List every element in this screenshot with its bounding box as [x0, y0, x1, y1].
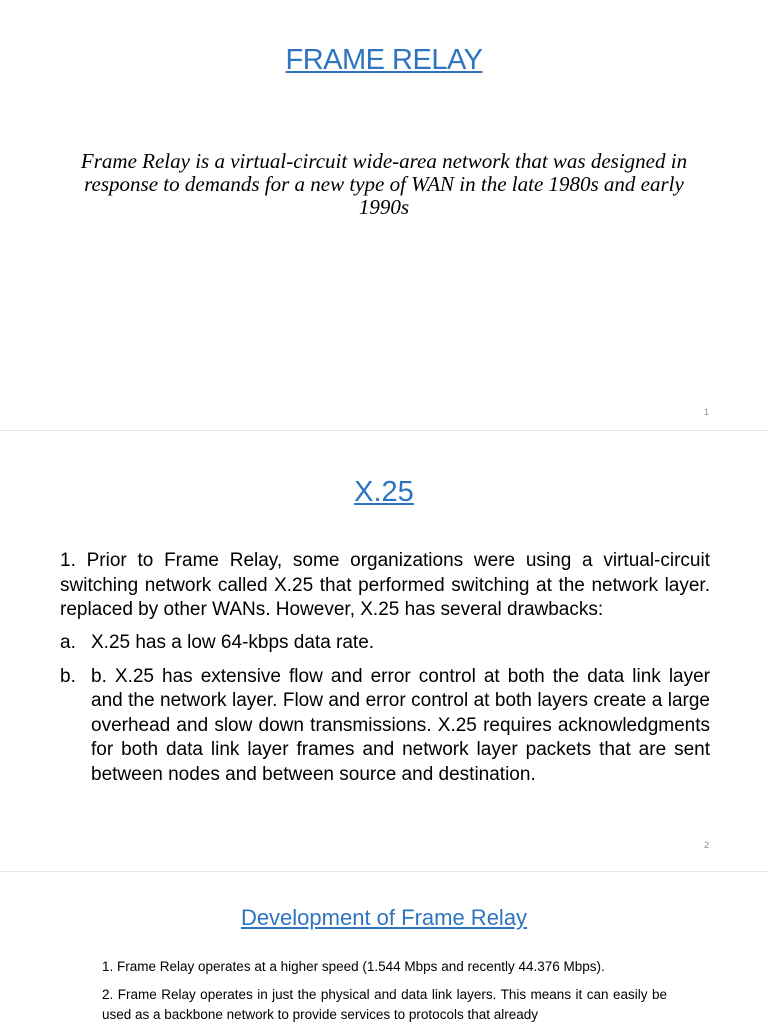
list-item [60, 665, 710, 788]
slide-2-paragraph: 1. Prior to Frame Relay, some organizations were using a virtual-circuit switching network called X.25 that performed switching at the network layer. replaced by other WANs. However, X.25 has several drawbacks: [60, 550, 710, 620]
list-item-text: X.25 has a low 64-kbps data rate. [91, 632, 375, 653]
slide-2-drawbacks-list [60, 631, 710, 796]
slide-1 [0, 0, 768, 430]
slide-3-title: Development of Frame Relay [240, 905, 528, 930]
slide-1-title: FRAME RELAY [285, 44, 483, 76]
slide-1-page-number: 1 [704, 407, 710, 417]
list-item [60, 631, 710, 656]
slide-3 [0, 872, 768, 1024]
slide-2 [0, 431, 768, 871]
slide-2-page-number: 2 [704, 840, 710, 850]
slide-2-title: X.25 [354, 476, 414, 508]
list-item-marker: b. [60, 665, 76, 687]
list-item-marker: a. [60, 632, 76, 653]
slide-3-point-2: 2. Frame Relay operates in just the physical and data link layers. This means it can easily be used as a backbone network to provide services to protocols that already [102, 987, 667, 1022]
slide-3-point-1: 1. Frame Relay operates at a higher speed (1.544 Mbps and recently 44.376 Mbps). [102, 959, 605, 974]
list-item-text: b. X.25 has extensive flow and error control at both the data link layer and the network layer. Flow and error control at both layers create a large overhead and slow down transmissions. X.25 requires acknowledgments for both data link layer frames and network layer packets that are sent between nodes and between source and destination. [91, 665, 710, 785]
slide-1-lead-text: Frame Relay is a virtual-circuit wide-area network that was designed in response to demands for a new type of WAN in the late 1980s and early 1990s [80, 149, 688, 219]
